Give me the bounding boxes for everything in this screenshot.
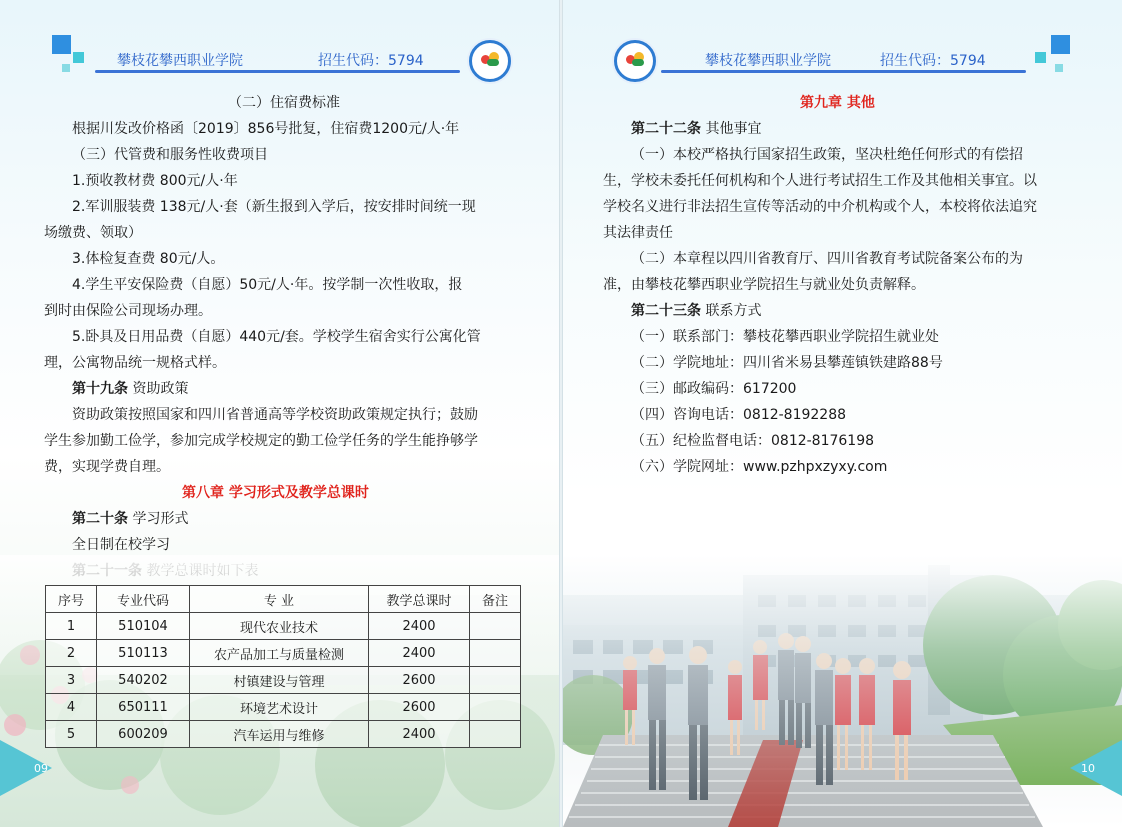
table-cell: 540202 xyxy=(97,667,190,694)
article-19-title: 第十九条 xyxy=(72,381,128,397)
article-22-line-5: （二）本章程以四川省教育厅、四川省教育考试院备案公布的为 xyxy=(631,251,1023,267)
header-line xyxy=(661,70,1026,73)
contact-phone: （四）咨询电话：0812-8192288 xyxy=(631,407,847,423)
table-cell: 现代农业技术 xyxy=(190,613,369,640)
table-cell: 510104 xyxy=(97,613,190,640)
table-cell xyxy=(470,667,521,694)
table-cell xyxy=(470,640,521,667)
line-service-fee-title: （三）代管费和服务性收费项目 xyxy=(72,147,268,163)
article-20-body: 全日制在校学习 xyxy=(72,537,170,553)
table-cell: 2400 xyxy=(369,721,470,748)
page-corner-marker xyxy=(1070,740,1122,796)
article-22-line-2: 生，学校未委托任何机构和个人进行考试招生工作及其他相关事宜。以 xyxy=(603,173,1037,189)
deco-square-large xyxy=(1051,35,1070,54)
article-23-title: 第二十三条 xyxy=(631,303,701,319)
table-header-cell: 备注 xyxy=(470,586,521,613)
line-fee-3: 3.体检复查费 80元/人。 xyxy=(72,251,225,267)
deco-square-small xyxy=(73,52,84,63)
article-20-name: 学习形式 xyxy=(128,511,189,527)
article-19-line-1: 资助政策按照国家和四川省普通高等学校资助政策规定执行；鼓励 xyxy=(72,407,478,423)
table-cell xyxy=(470,613,521,640)
table-cell: 2400 xyxy=(369,613,470,640)
deco-square-tiny xyxy=(1055,64,1063,72)
table-cell: 5 xyxy=(46,721,97,748)
article-22-line-3: 学校名义进行非法招生宣传等活动的中介机构或个人，本校将依法追究 xyxy=(603,199,1037,215)
table-cell: 2600 xyxy=(369,667,470,694)
page-number: 10 xyxy=(1081,762,1095,775)
table-cell: 4 xyxy=(46,694,97,721)
line-dorm-fee-title: （二）住宿费标准 xyxy=(228,95,340,111)
deco-square-tiny xyxy=(62,64,70,72)
header-code: 招生代码：5794 xyxy=(318,53,424,69)
table-row xyxy=(46,694,521,721)
table-header-cell: 专业代码 xyxy=(97,586,190,613)
article-23-name: 联系方式 xyxy=(701,303,762,319)
table-row xyxy=(46,721,521,748)
line-fee-2b: 场缴费、领取） xyxy=(44,225,142,241)
table-cell: 600209 xyxy=(97,721,190,748)
article-22-line-4: 其法律责任 xyxy=(603,225,673,241)
deco-square-large xyxy=(52,35,71,54)
contact-postcode: （三）邮政编码：617200 xyxy=(631,381,797,397)
header-line xyxy=(95,70,460,73)
table-cell xyxy=(470,694,521,721)
contact-department: （一）联系部门：攀枝花攀西职业学院招生就业处 xyxy=(631,329,939,345)
article-20-title: 第二十条 xyxy=(72,511,128,527)
article-19-heading xyxy=(72,376,188,402)
line-dorm-fee: 根据川发改价格函〔2019〕856号批复，住宿费1200元/人·年 xyxy=(72,121,460,137)
contact-supervision-phone: （五）纪检监督电话：0812-8176198 xyxy=(631,433,875,449)
article-23-heading xyxy=(631,298,761,324)
article-19-line-2: 学生参加勤工俭学，参加完成学校规定的勤工俭学任务的学生能挣够学 xyxy=(44,433,478,449)
table-cell: 3 xyxy=(46,667,97,694)
table-cell: 2400 xyxy=(369,640,470,667)
article-19-name: 资助政策 xyxy=(128,381,189,397)
line-fee-4b: 到时由保险公司现场办理。 xyxy=(44,303,212,319)
line-fee-4a: 4.学生平安保险费（自愿）50元/人·年。按学制一次性收取，报 xyxy=(72,277,463,293)
article-22-title: 第二十二条 xyxy=(631,121,701,137)
table-row xyxy=(46,667,521,694)
article-19-line-3: 费，实现学费自理。 xyxy=(44,459,170,475)
table-cell: 650111 xyxy=(97,694,190,721)
table-cell: 汽车运用与维修 xyxy=(190,721,369,748)
table-cell: 环境艺术设计 xyxy=(190,694,369,721)
table-row xyxy=(46,613,521,640)
article-22-line-6: 准，由攀枝花攀西职业学院招生与就业处负责解释。 xyxy=(603,277,925,293)
table-cell: 510113 xyxy=(97,640,190,667)
table-header-row xyxy=(46,586,521,613)
article-22-line-1: （一）本校严格执行国家招生政策，坚决杜绝任何形式的有偿招 xyxy=(631,147,1023,163)
chapter-9-title: 第九章 其他 xyxy=(800,95,875,111)
school-logo-icon xyxy=(469,40,511,82)
header-school: 攀枝花攀西职业学院 xyxy=(705,53,831,69)
table-header-cell: 教学总课时 xyxy=(369,586,470,613)
contact-address: （二）学院地址：四川省米易县攀莲镇铁建路88号 xyxy=(631,355,943,371)
header-school: 攀枝花攀西职业学院 xyxy=(117,53,243,69)
line-fee-1: 1.预收教材费 800元/人·年 xyxy=(72,173,238,189)
header-code: 招生代码：5794 xyxy=(880,53,986,69)
left-page xyxy=(0,0,559,827)
table-header-cell: 序号 xyxy=(46,586,97,613)
line-fee-2a: 2.军训服装费 138元/人·套（新生报到入学后，按安排时间统一现 xyxy=(72,199,476,215)
article-22-heading xyxy=(631,116,761,142)
page-number: 09 xyxy=(34,762,48,775)
line-fee-5b: 理，公寓物品统一规格式样。 xyxy=(44,355,226,371)
chapter-8-title: 第八章 学习形式及教学总课时 xyxy=(182,485,369,501)
course-hours-table xyxy=(45,585,521,748)
table-cell: 2600 xyxy=(369,694,470,721)
table-cell: 1 xyxy=(46,613,97,640)
table-cell: 农产品加工与质量检测 xyxy=(190,640,369,667)
table-header-cell: 专 业 xyxy=(190,586,369,613)
right-page xyxy=(563,0,1122,827)
deco-square-small xyxy=(1035,52,1046,63)
article-22-name: 其他事宜 xyxy=(701,121,762,137)
school-logo-icon xyxy=(614,40,656,82)
table-cell: 村镇建设与管理 xyxy=(190,667,369,694)
line-fee-5a: 5.卧具及日用品费（自愿）440元/套。学校学生宿舍实行公寓化管 xyxy=(72,329,481,345)
article-20-heading xyxy=(72,506,188,532)
table-cell: 2 xyxy=(46,640,97,667)
table-row xyxy=(46,640,521,667)
table-cell xyxy=(470,721,521,748)
campus-students-photo xyxy=(563,555,1122,827)
contact-website: （六）学院网址：www.pzhpxzyxy.com xyxy=(631,459,888,475)
